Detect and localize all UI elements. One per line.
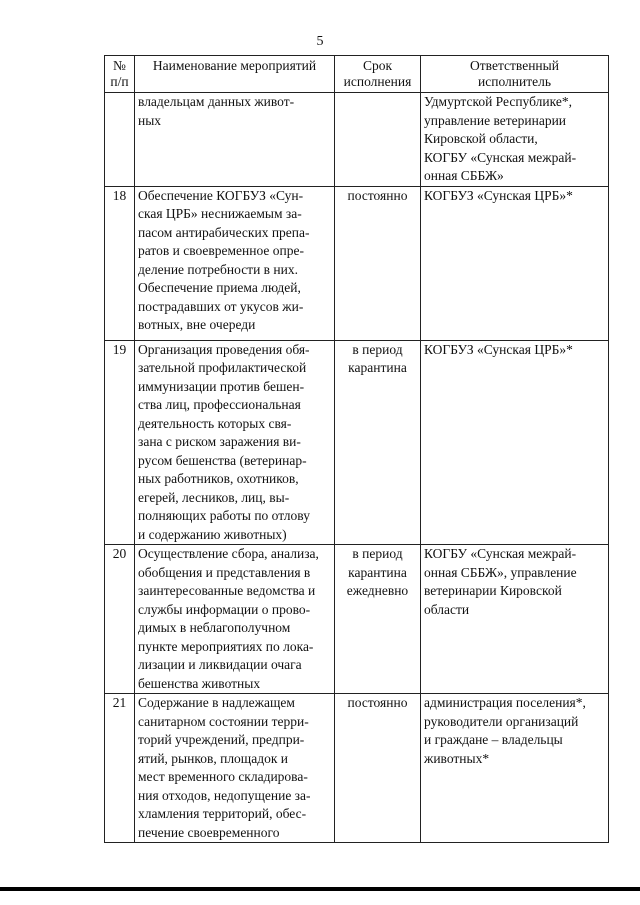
header-measure-name: Наименование мероприятий: [135, 56, 335, 93]
measure-name: Содержание в надлежащем санитарном состоянии терри- торий учреждений, предпри- ятий, рынков, площадок и мест временного складирова- ния отходов, недопущение за- хламления территорий, обес- печение своевременного: [135, 694, 335, 843]
table-header-row: [105, 56, 609, 93]
header-term: Срок исполнения: [335, 56, 421, 93]
measure-name: Осуществление сбора, анализа, обобщения и представления в заинтересованные ведомства и службы информации о прово- димых в неблагополучном пункте мероприятиях по лока- лизации и ликвидации очага бешенства животных: [135, 545, 335, 694]
measure-name: Организация проведения обя- зательной профилактической иммунизации против бешен- ства лиц, профессиональная деятельность которых свя- зана с риском заражения ви- русом бешенства (ветеринар- ных работников, охотников, егерей, лесников, лиц, вы- полняющих работы по отлову и содержанию животных): [135, 340, 335, 545]
row-number: 18: [105, 186, 135, 340]
header-responsible: Ответственный исполнитель: [421, 56, 609, 93]
measure-responsible: КОГБУЗ «Сунская ЦРБ»*: [421, 340, 609, 545]
header-number: № п/п: [105, 56, 135, 93]
measure-responsible: КОГБУ «Сунская межрай- онная СББЖ», управление ветеринарии Кировской области: [421, 545, 609, 694]
scan-bottom-border: [0, 887, 640, 891]
table-row: [105, 340, 609, 545]
measure-term: в период карантина: [335, 340, 421, 545]
measure-responsible: КОГБУЗ «Сунская ЦРБ»*: [421, 186, 609, 340]
table-row: [105, 545, 609, 694]
measure-term: постоянно: [335, 694, 421, 843]
measure-term: [335, 93, 421, 187]
measures-table: [104, 55, 609, 843]
measure-responsible: Удмуртской Республике*, управление ветеринарии Кировской области, КОГБУ «Сунская межрай- онная СББЖ»: [421, 93, 609, 187]
row-number: 20: [105, 545, 135, 694]
row-number: 21: [105, 694, 135, 843]
measure-name: владельцам данных живот- ных: [135, 93, 335, 187]
measure-term: в период карантина ежедневно: [335, 545, 421, 694]
row-number: 19: [105, 340, 135, 545]
page-number: 5: [316, 34, 324, 49]
row-number: [105, 93, 135, 187]
table-row: [105, 93, 609, 187]
measure-responsible: администрация поселения*, руководители организаций и граждане – владельцы животных*: [421, 694, 609, 843]
measure-term: постоянно: [335, 186, 421, 340]
table-row: [105, 186, 609, 340]
table-row: [105, 694, 609, 843]
measure-name: Обеспечение КОГБУЗ «Сун- ская ЦРБ» неснижаемым за- пасом антирабических препа- ратов и своевременное опре- деление потребности в них. Обеспечение приема людей, пострадавших от укусов жи- вотных, вне очереди: [135, 186, 335, 340]
